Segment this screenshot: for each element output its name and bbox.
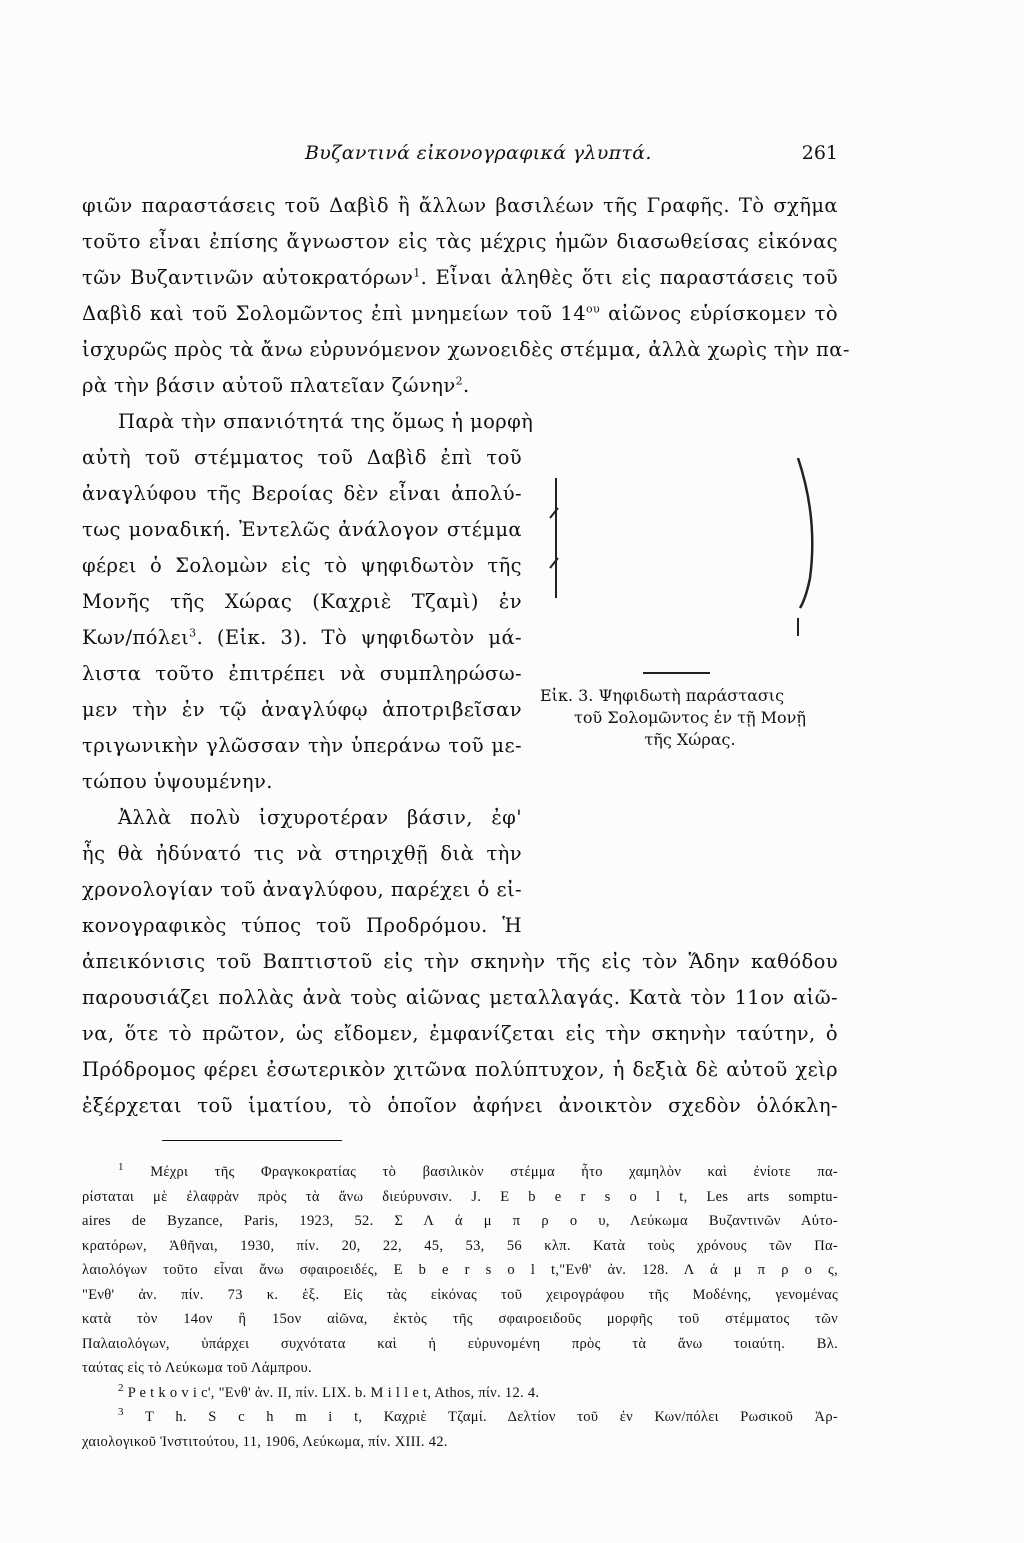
caption-line: τῆς Χώρας. — [644, 730, 736, 749]
footnote-line: Παλαιολόγων, ὑπάρχει συχνότατα καὶ ἡ εὐρυνομένη πρὸς τὰ ἄνω τοιαύτη. Βλ. — [82, 1335, 838, 1352]
footnote-line: κρατόρων, Ἀθῆναι, 1930, πίν. 20, 22, 45, 53, 56 κλπ. Κατὰ τοὺς χρόνους τῶν Πα- — [82, 1237, 838, 1254]
body-line: αὐτὴ τοῦ στέμματος τοῦ Δαβὶδ ἐπὶ τοῦ — [82, 446, 522, 469]
footnote-line: λαιολόγων τοῦτο εἶναι ἄνω σφαιροειδές, E b e r s o l t,"Ενθ' ἀν. 128. Λ ά μ π ρ ο ς, — [82, 1262, 838, 1278]
body-line: Κων/πόλει$^3$. (Εἰκ. 3). Τὸ ψηφιδωτὸν μά- — [82, 626, 522, 649]
body-line: ἧς θὰ ἠδύνατό τις νὰ στηριχθῇ διὰ τὴν — [82, 842, 522, 865]
body-line: ἰσχυρῶς πρὸς τὰ ἄνω εὐρυνόμενον χωνοειδὲς στέμμα, ἀλλὰ χωρὶς τὴν πα- — [82, 338, 850, 361]
body-line: μεν τὴν ἐν τῷ ἀναγλύφῳ ἀποτριβεῖσαν — [82, 698, 522, 721]
body-line: τριγωνικὴν γλῶσσαν τὴν ὑπεράνω τοῦ με- — [82, 734, 522, 757]
footnote-line: ρίσταται μὲ ἐλαφρὰν πρὸς τὰ ἄνω διεύρυνσιν. J. E b e r s o l t, Les arts somptu- — [82, 1188, 838, 1205]
body-line: Παρὰ τὴν σπανιότητά της ὅμως ἡ μορφὴ — [118, 410, 534, 433]
body-line: Πρόδρομος φέρει ἐσωτερικὸν χιτῶνα πολύπτυχον, ἡ δεξιὰ δὲ αὐτοῦ χεὶρ — [82, 1058, 838, 1081]
footnote-separator — [162, 1140, 342, 1141]
footnote-line: aires de Byzance, Paris, 1923, 52. Σ Λ ά μ π ρ ο υ, Λεύκωμα Βυζαντινῶν Αὐτο- — [82, 1213, 838, 1229]
figure-caption — [540, 685, 840, 751]
page-header — [0, 142, 1024, 172]
body-line: τοῦτο εἶναι ἐπίσης ἄγνωστον εἰς τὰς μέχρις ἡμῶν διασωθείσας εἰκόνας — [82, 230, 838, 253]
body-line: τῶν Βυζαντινῶν αὐτοκρατόρων$^1$. Εἶναι ἀληθὲς ὅτι εἰς παραστάσεις τοῦ — [82, 266, 838, 289]
body-line: ἀναγλύφου τῆς Βεροίας δὲν εἶναι ἀπολύ- — [82, 482, 522, 505]
body-line: ἀπεικόνισις τοῦ Βαπτιστοῦ εἰς τὴν σκηνὴν τῆς εἰς τὸν Ἅδην καθόδου — [82, 950, 838, 973]
footnote-line: "Ενθ' ἀν. πίν. 73 κ. ἑξ. Εἰς τὰς εἰκόνας τοῦ χειρογράφου τῆς Μοδένης, γενομένας — [82, 1286, 838, 1303]
footnote-line: $^1$ Μέχρι τῆς Φραγκοκρατίας τὸ βασιλικὸν στέμμα ἦτο χαμηλὸν καὶ ἐνίοτε πα- — [118, 1161, 838, 1180]
footnote-line: κατὰ τὸν 14ον ἢ 15ον αἰῶνα, ἐκτὸς τῆς σφαιροειδοῦς μορφῆς τοῦ στέμματος τῶν — [82, 1311, 838, 1327]
footnote-mark: 3 — [118, 1406, 124, 1419]
footnote-line: ταύτας εἰς τὸ Λεύκωμα τοῦ Λάμπρου. — [82, 1360, 312, 1376]
caption-line: Εἰκ. 3. Ψηφιδωτὴ παράστασις — [540, 686, 785, 705]
footnote-ref: 2 — [455, 374, 463, 388]
body-line: Μονῆς τῆς Χώρας (Καχριὲ Τζαμὶ) ἐν — [82, 590, 522, 613]
body-line: φιῶν παραστάσεις τοῦ Δαβὶδ ἢ ἄλλων βασιλέων τῆς Γραφῆς. Τὸ σχῆμα — [82, 194, 838, 217]
body-line: κονογραφικὸς τύπος τοῦ Προδρόμου. Ἡ — [82, 914, 522, 937]
figure-3-image — [548, 458, 848, 698]
running-title: Βυζαντινά εἰκονογραφικά γλυπτά. — [305, 142, 652, 164]
page-number: 261 — [801, 142, 838, 164]
caption-line: τοῦ Σολομῶντος ἐν τῇ Μονῇ — [574, 708, 806, 727]
body-line: ρὰ τὴν βάσιν αὐτοῦ πλατεῖαν ζώνην$^2$. — [82, 374, 470, 397]
body-line: ἐξέρχεται τοῦ ἱματίου, τὸ ὁποῖον ἀφήνει ἀνοικτὸν σχεδὸν ὁλόκλη- — [82, 1094, 838, 1117]
body-line: Δαβὶδ καὶ τοῦ Σολομῶντος ἐπὶ μνημείων τοῦ $14^{o\upsilon}$ αἰῶνος εὑρίσκομεν τὸ — [82, 302, 838, 325]
footnote-ref: 3 — [189, 626, 197, 640]
body-line: να, ὅτε τὸ πρῶτον, ὡς εἴδομεν, ἐμφανίζεται εἰς τὴν σκηνὴν ταύτην, ὁ — [82, 1022, 838, 1045]
body-line: Ἀλλὰ πολὺ ἰσχυροτέραν βάσιν, ἐφ' — [118, 806, 522, 829]
footnote-mark: 1 — [118, 1161, 124, 1174]
body-line: τώπου ὑψουμένην. — [82, 770, 273, 793]
body-line: φέρει ὁ Σολομὼν εἰς τὸ ψηφιδωτὸν τῆς — [82, 554, 522, 577]
footnote-line: $^3$ T h. S c h m i t, Καχριὲ Τζαμί. Δελτίον τοῦ ἐν Κων/πόλει Ρωσικοῦ Ἀρ- — [118, 1406, 838, 1425]
body-line: τως μοναδική. Ἐντελῶς ἀνάλογον στέμμα — [82, 518, 522, 541]
body-line: χρονολογίαν τοῦ ἀναγλύφου, παρέχει ὁ εἰ- — [82, 878, 522, 901]
footnote-ref: 1 — [413, 266, 421, 280]
footnote-line: $^2$ P e t k o v i c', "Ενθ' ἀν. II, πίν. LIX. b. M i l l e t, Athos, πίν. 12. 4. — [118, 1381, 540, 1401]
figure-outline-lines — [548, 458, 848, 698]
footnote-line: χαιολογικοῦ Ἰνστιτούτου, 11, 1906, Λεύκωμα, πίν. XIII. 42. — [82, 1433, 448, 1450]
body-line: παρουσιάζει πολλὰς ἀνὰ τοὺς αἰῶνας μεταλλαγάς. Κατὰ τὸν 11ον αἰῶ- — [82, 986, 838, 1009]
body-line: λιστα τοῦτο ἐπιτρέπει νὰ συμπληρώσω- — [82, 662, 522, 685]
footnote-mark: 2 — [118, 1381, 124, 1394]
